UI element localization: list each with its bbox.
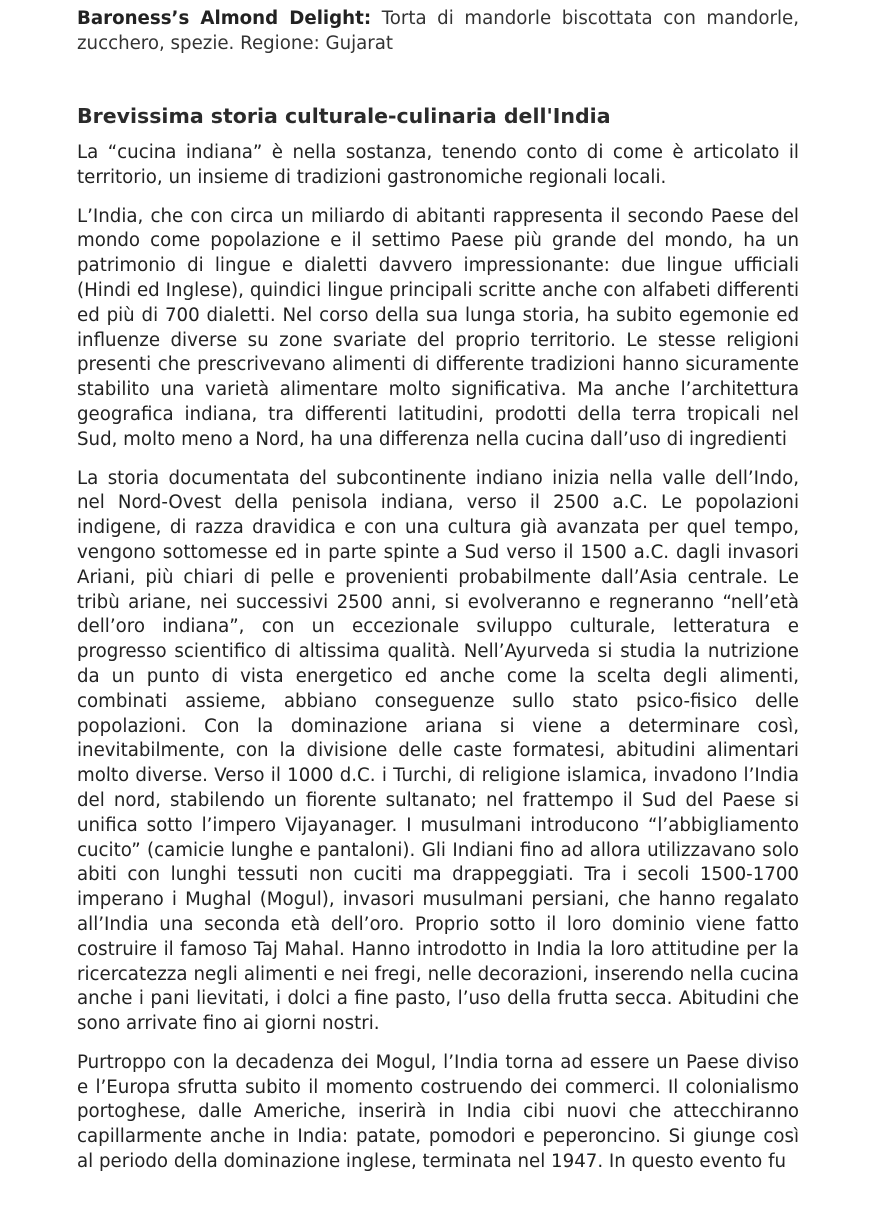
recipe-item [77,6,799,56]
recipe-item-description: Torta di mandorle biscottata con mandorle, zucchero, spezie. Regione: Gujarat [77,8,799,54]
section-heading: Brevissima storia culturale-culinaria dell'India [77,104,611,128]
document-page [77,6,799,1189]
paragraph-colonialism: Purtroppo con la decadenza dei Mogul, l’India torna ad essere un Paese diviso e l’Europa sfrutta subito il momento costruendo dei commerci. Il colonialismo portoghese, dalle Americhe, inserirà in India cibi nuovi che attecchiranno capillarmente anche in India: patate, pomodori e peperoncino. Si giunge così al periodo della dominazione inglese, terminata nel 1947. In questo evento fu [77,1051,799,1173]
paragraph-languages: L’India, che con circa un miliardo di abitanti rappresenta il secondo Paese del mondo come popolazione e il settimo Paese più grande del mondo, ha un patrimonio di lingue e dialetti davvero impressionante: due lingue ufficiali (Hindi ed Inglese), quindici lingue principali scritte anche con alfabeti differenti ed più di 700 dialetti. Nel corso della sua lunga storia, ha subito egemonie ed influenze diverse su zone svariate del proprio territorio. Le stesse religioni presenti che prescrivevano alimenti di differente tradizioni hanno sicuramente stabilito una varietà alimentare molto significativa. Ma anche l’architettura geografica indiana, tra differenti latitudini, prodotti della terra tropicali nel Sud, molto meno a Nord, ha una differenza nella cucina dall’uso di ingredienti [77,205,799,450]
paragraph-intro: La “cucina indiana” è nella sostanza, tenendo conto di come è articolato il territorio, un insieme di tradizioni gastronomiche regionali locali. [77,142,799,188]
recipe-item-name: Baroness’s Almond Delight: [77,8,372,29]
paragraph-history: La storia documentata del subcontinente indiano inizia nella valle dell’Indo, nel Nord-Ovest della penisola indiana, verso il 2500 a.C. Le popolazioni indigene, di razza dravidica e con una cultura già avanzata per quel tempo, vengono sottomesse ed in parte spinte a Sud verso il 1500 a.C. dagli invasori Ariani, più chiari di pelle e provenienti probabilmente dall’Asia centrale. Le tribù ariane, nei successivi 2500 anni, si evolveranno e regneranno “nell’età dell’oro indiana”, con un eccezionale sviluppo culturale, letteratura e progresso scientifico di altissima qualità. Nell’Ayurveda si studia la nutrizione da un punto di vista energetico ed anche come la scelta degli alimenti, combinati assieme, abbiano conseguenze sullo stato psico-fisico delle popolazioni. Con la dominazione ariana si viene a determinare così, inevitabilmente, con la divisione delle caste formatesi, abitudini alimentari molto diverse. Verso il 1000 d.C. i Turchi, di religione islamica, invadono l’India del nord, stabilendo un fiorente sultanato; nel frattempo il Sud del Paese si unifica sotto l’impero Vijayanager. I musulmani introducono “l’abbigliamento cucito” (camicie lunghe e pantaloni). Gli Indiani fino ad allora utilizzavano solo abiti con lunghi tessuti non cuciti ma drappeggiati. Tra i secoli 1500-1700 imperano i Mughal (Mogul), invasori musulmani persiani, che hanno regalato all’India una seconda età dell’oro. Proprio sotto il loro dominio viene fatto costruire il famoso Taj Mahal. Hanno introdotto in India la loro attitudine per la ricercatezza negli alimenti e nei fregi, nelle decorazioni, inserendo nella cucina anche i pani lievitati, i dolci a fine pasto, l’uso della frutta secca. Abitudini che sono arrivate fino ai giorni nostri. [77,467,799,1035]
